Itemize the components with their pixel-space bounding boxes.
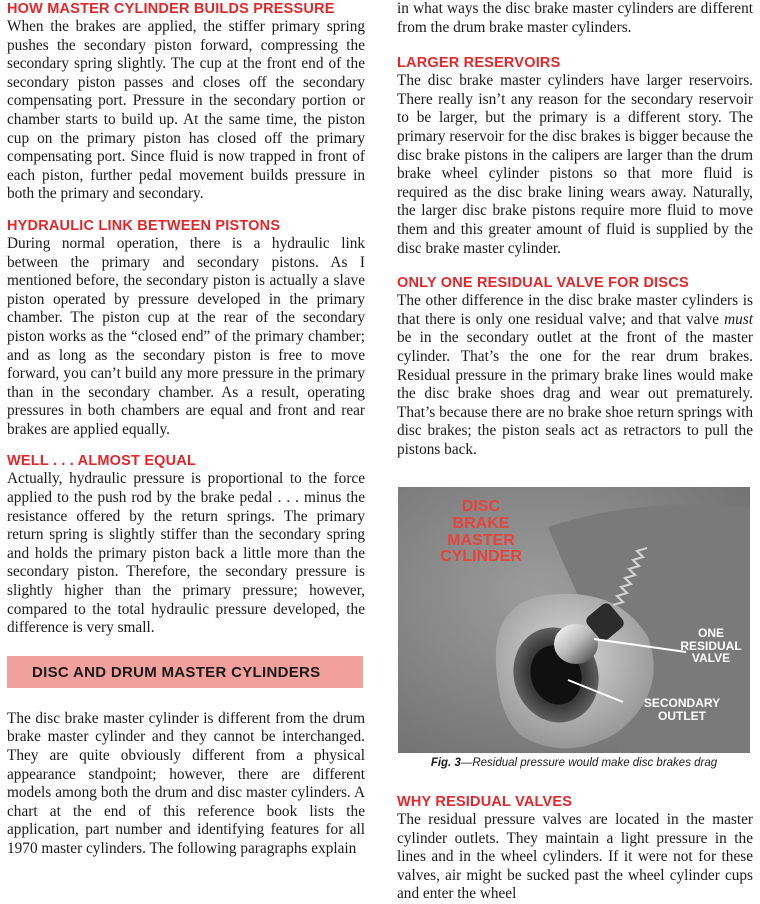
section-heading-larger-reservoirs: LARGER RESERVOIRS — [397, 55, 561, 72]
figure-title — [436, 499, 526, 566]
valve-label-line: RESIDUAL — [680, 638, 742, 653]
figure-title-line: CYLINDER — [440, 548, 522, 566]
section-body-why-residual-valves: The residual pressure valves are located in the master cylinder outlets. They maintain a light pressure in the lines and in the wheel cylinders. If it were not for these valves, air might be sucked past the wheel cylinder cups and enter the wheel — [397, 811, 753, 903]
chapter-banner — [7, 656, 363, 688]
section-heading-why-residual-valves: WHY RESIDUAL VALVES — [397, 794, 573, 810]
figure-photo — [398, 487, 750, 753]
figure-title-line: DISC BRAKE — [452, 498, 510, 532]
caption-prefix: Fig. 3 — [430, 757, 461, 769]
section-body-larger-reservoirs: The disc brake master cylinders have larger reservoirs. There really isn’t any reason for the secondary reservoir to be larger, but the primary is a different story. The primary reservoir for the disc brakes is bigger because the disc brake pistons in the calipers are larger than the drum brake wheel cylinder pistons so that more fluid is required as the disc brake lining wears away. Naturally, the larger disc brake pistons require more fluid to move them and this greater amount of fluid is supplied by the disc brake master cylinder. — [397, 72, 753, 257]
figure-title-line: MASTER — [447, 531, 515, 549]
section-heading-almost-equal: WELL . . . ALMOST EQUAL — [7, 453, 197, 470]
emphasis-must: must — [724, 310, 753, 328]
valve-label-line: ONE — [697, 626, 724, 640]
section-body-almost-equal: Actually, hydraulic pressure is proportional to the force applied to the push rod by the brake pedal . . . minus the resistance offered by the return springs. The primary return spring is slightly stiffer than the secondary spring and holds the primary piston back a little more than the secondary piston. Therefore, the secondary pressure is slightly higher than the primary pressure; however, compared to the total hydraulic pressure developed, the difference is very small. — [7, 470, 365, 637]
valve-label — [678, 627, 744, 665]
caption-text: —Residual pressure would make disc brakes drag — [460, 757, 718, 769]
section-body-how-master-cylinder: When the brakes are applied, the stiffer primary spring pushes the secondary piston forward, compressing the secondary spring slightly. The cup at the front end of the secondary piston passes and closes off the secondary compensating port. Pressure in the secondary portion or chamber starts to build up. At the same time, the piston cup on the primary piston has closed off the primary compensating port. Since fluid is now trapped in front of each piston, further pedal movement builds pressure in both the primary and secondary. — [7, 18, 365, 203]
body-text-post: be in the secondary outlet at the front of the master cylinder. That’s the one for the rear drum brakes. Residual pressure in the primary brake lines would make the disc brake shoes drag and wear out prematurely. That’s because there are no brake shoe return springs with disc brakes; the piston seals act as retractors to pull the pistons back. — [397, 329, 753, 458]
residual-valve-head — [554, 624, 598, 664]
section-heading-one-residual-valve: ONLY ONE RESIDUAL VALVE FOR DISCS — [397, 275, 689, 292]
right-column-bottom — [397, 793, 753, 904]
section-body-one-residual-valve — [397, 292, 753, 459]
section-heading-how-master-cylinder: HOW MASTER CYLINDER BUILDS PRESSURE — [7, 1, 335, 17]
right-column — [397, 0, 753, 459]
outlet-label: SECONDARY OUTLET — [643, 696, 721, 723]
chapter-banner-title: DISC AND DRUM MASTER CYLINDERS — [32, 663, 321, 681]
continued-paragraph: in what ways the disc brake master cylinders are different from the drum brake master cylinders. — [397, 0, 753, 36]
section-body-disc-drum: The disc brake master cylinder is different from the drum brake master cylinder and they cannot be interchanged. They are quite obviously different from a physical appearance standpoint; however, there are different models among both the drum and disc master cylinders. A chart at the end of this reference book lists the application, part number and identifying features for all 1970 master cylinders. The following paragraphs explain — [7, 709, 365, 857]
left-column — [7, 0, 365, 859]
figure-caption — [398, 757, 750, 769]
body-text-pre: The other difference in the disc brake master cylinders is that there is only one residual valve; and that valve — [397, 292, 753, 328]
section-body-hydraulic-link: During normal operation, there is a hydraulic link between the primary and secondary pistons. As I mentioned before, the secondary piston is actually a slave piston operated by pressure developed in the primary chamber. The piston cup at the rear of the secondary piston works as the “closed end” of the primary chamber; and as long as the secondary piston is free to move forward, you can’t build any more pressure in the primary than in the secondary chamber. As a result, operating pressures in both chambers are equal and front and rear brakes are applied equally. — [7, 234, 365, 438]
section-heading-hydraulic-link: HYDRAULIC LINK BETWEEN PISTONS — [7, 217, 281, 234]
valve-label-line: VALVE — [691, 651, 731, 666]
